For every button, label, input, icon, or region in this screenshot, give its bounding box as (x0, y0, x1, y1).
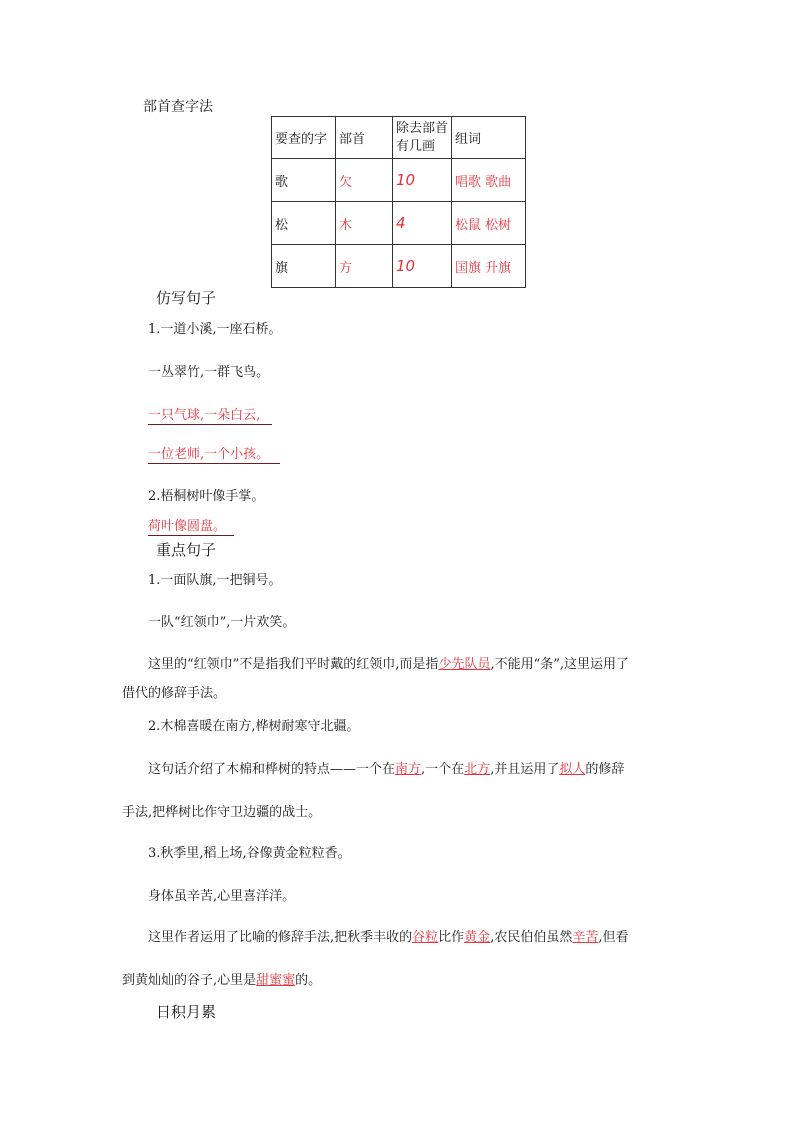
answer-blank: 甜蜜蜜 (256, 973, 296, 988)
explanation-text: 这里作者运用了比喻的修辞手法,把秋季丰收的 (148, 930, 413, 945)
explanation-text: ,但看 (598, 930, 629, 945)
imitation-item-2: 2.梧桐树叶像手掌。 (148, 489, 265, 504)
key-sentence-1-explanation-cont: 借代的修辞手法。 (122, 686, 227, 701)
header-strokes: 除去部首有几画 (393, 117, 452, 159)
cell-char: 松 (272, 202, 336, 245)
cell-radical: 欠 (336, 159, 393, 202)
header-radical: 部首 (336, 117, 393, 159)
answer-blank: 辛苦 (572, 930, 599, 945)
cell-strokes: 10 (393, 159, 452, 202)
imitation-answer-2: 荷叶像圆盘。 (148, 519, 234, 536)
key-sentence-3-line-1: 3.秋季里,稻上场,谷像黄金粒粒香。 (148, 846, 351, 861)
table-row (272, 202, 526, 245)
explanation-text: 的。 (295, 973, 322, 988)
answer-blank: 少先队员 (438, 657, 491, 672)
key-sentence-1-explanation (148, 657, 629, 673)
explanation-text: ,不能用“条”,这里运用了 (490, 657, 630, 672)
cell-char: 旗 (272, 245, 336, 288)
answer-blank: 黄金 (464, 930, 491, 945)
imitation-item-1: 1.一道小溪,一座石桥。 (148, 322, 282, 337)
cell-strokes: 10 (393, 245, 452, 288)
answer-blank: 北方 (464, 762, 491, 777)
explanation-text: 比作 (438, 930, 465, 945)
cell-radical: 方 (336, 245, 393, 288)
header-char: 要查的字 (272, 117, 336, 159)
section-title-radical-lookup: 部首查字法 (143, 99, 213, 115)
explanation-text: ,一个在 (421, 762, 465, 777)
key-sentence-1-line-1: 1.一面队旗,一把铜号。 (148, 573, 282, 588)
cell-radical: 木 (336, 202, 393, 245)
explanation-text: ,并且运用了 (490, 762, 560, 777)
key-sentence-1-line-2: 一队“红领巾”,一片欢笑。 (148, 615, 296, 630)
cell-words: 唱歌 歌曲 (452, 159, 526, 202)
explanation-text: 这句话介绍了木棉和桦树的特点——一个在 (148, 762, 396, 777)
section-title-imitation: 仿写句子 (156, 289, 217, 307)
explanation-text: 的修辞 (585, 762, 625, 777)
answer-blank: 谷粒 (412, 930, 439, 945)
answer-blank: 拟人 (559, 762, 586, 777)
table-row (272, 245, 526, 288)
imitation-answer-a: 一只气球,一朵白云, (148, 408, 272, 425)
key-sentence-3-explanation (148, 930, 628, 946)
key-sentence-2-line: 2.木棉喜暖在南方,桦树耐寒守北疆。 (148, 719, 360, 734)
header-words: 组词 (452, 117, 526, 159)
key-sentence-2-explanation (148, 762, 624, 778)
key-sentence-2-explanation-cont: 手法,把桦树比作守卫边疆的战士。 (122, 805, 322, 820)
cell-char: 歌 (272, 159, 336, 202)
explanation-text: 这里的“红领巾”不是指我们平时戴的红领巾,而是指 (148, 657, 439, 672)
table-row (272, 159, 526, 202)
section-title-daily-accumulation: 日积月累 (156, 1003, 217, 1021)
cell-words: 松鼠 松树 (452, 202, 526, 245)
radical-lookup-table (271, 116, 526, 288)
section-title-key-sentences: 重点句子 (156, 541, 217, 559)
cell-strokes: 4 (393, 202, 452, 245)
key-sentence-3-line-2: 身体虽辛苦,心里喜洋洋。 (148, 889, 296, 904)
imitation-item-1-example: 一丛翠竹,一群飞鸟。 (148, 365, 270, 380)
key-sentence-3-explanation-cont (122, 973, 321, 989)
imitation-answer-b: 一位老师,一个小孩。 (148, 447, 280, 464)
cell-words: 国旗 升旗 (452, 245, 526, 288)
explanation-text: 到黄灿灿的谷子,心里是 (122, 973, 257, 988)
explanation-text: ,农民伯伯虽然 (490, 930, 573, 945)
table-header-row (272, 117, 526, 159)
answer-blank: 南方 (395, 762, 422, 777)
